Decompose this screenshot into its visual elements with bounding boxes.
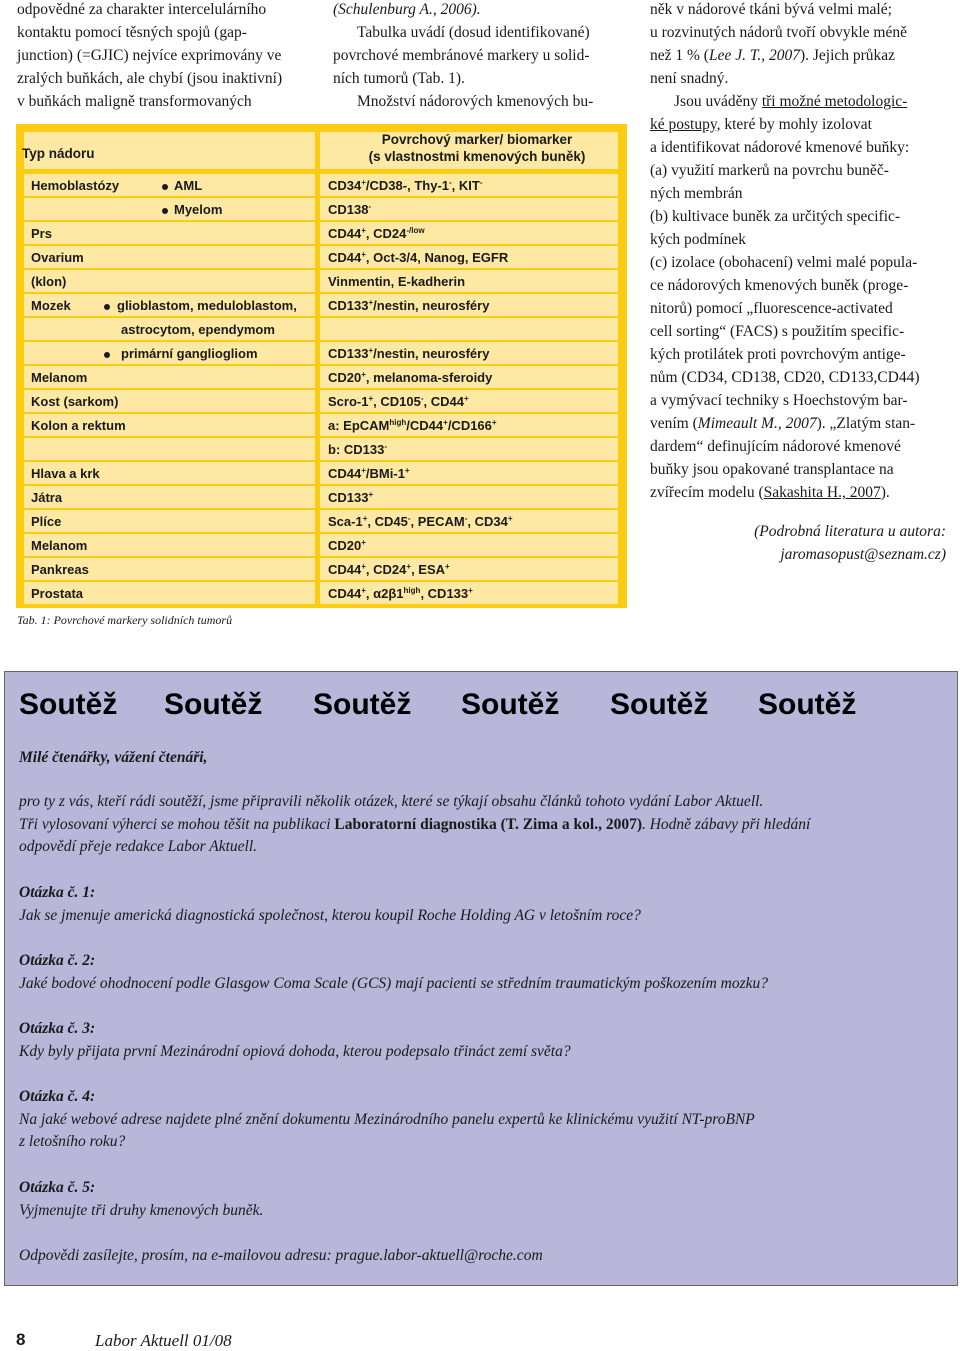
tumor-cell: Melanom — [31, 538, 88, 553]
table-row — [24, 318, 618, 342]
quiz-box — [4, 671, 958, 1286]
text-line: ných membrán — [650, 185, 743, 202]
table-row — [24, 462, 618, 486]
quiz-footer: Odpovědi zasílejte, prosím, na e-mailovou adresu: prague.labor-aktuell@roche.com — [19, 1247, 543, 1264]
reference: Lee J. T., 2007 — [708, 47, 800, 64]
marker-cell: Scro-1+, CD105-, CD44+ — [328, 394, 469, 409]
text-line: kých podmínek — [650, 231, 746, 248]
question-text: Kdy byly přijata první Mezinárodní opiová dohoda, kterou podepsalo třináct zemí světa? — [19, 1042, 571, 1060]
subtype-cell: astrocytom, ependymom — [121, 322, 275, 337]
question-5 — [19, 1177, 939, 1222]
text-line: a vymývací techniky s Hoechstovým bar- — [650, 392, 908, 409]
question-text: Jaké bodové ohodnocení podle Glasgow Coma Scale (GCS) mají pacienti se středním traumatickým poškozením mozku? — [19, 974, 769, 992]
column-1-text — [17, 0, 317, 113]
intro-line: Tři vylosovaní výherci se mohou těšit na publikaci Laboratorní diagnostika (T. Zima a kol., 2007). Hodně zábavy při hledání — [19, 815, 811, 833]
intro-line: pro ty z vás, kteří rádi soutěží, jsme připravili několik otázek, které se týkají obsahu článků tohoto vydání Labor Aktuell. — [19, 793, 764, 810]
tumor-cell: Melanom — [31, 370, 88, 385]
tumor-cell: Hlava a krk — [31, 466, 100, 481]
text-line: není snadný. — [650, 70, 729, 87]
text-line: ce nádorových kmenových buněk (proge- — [650, 277, 909, 294]
marker-table — [16, 124, 627, 608]
question-1 — [19, 882, 939, 927]
marker-cell: CD34+/CD38-, Thy-1-, KIT- — [328, 178, 483, 193]
tumor-cell: Prs — [31, 226, 52, 241]
marker-cell: CD44+, $\alpha 2\beta 1^{high}$, CD133+ — [328, 586, 473, 601]
marker-cell: CD44+, CD24+, ESA+ — [328, 562, 450, 577]
contact-line: (Podrobná literatura u autora: — [754, 523, 946, 540]
text-line: junction) (=GJIC) nejvíce exprimovány ve — [17, 47, 282, 64]
marker-cell: CD44+, $CD24^{-/low}$ — [328, 226, 425, 241]
tumor-cell: Pankreas — [31, 562, 89, 577]
page-number: 8 — [16, 1330, 26, 1349]
question-label: Otázka č. 5: — [19, 1179, 96, 1196]
question-text: z letošního roku? — [19, 1133, 126, 1150]
quiz-title-word: Soutěž — [610, 688, 709, 721]
tumor-cell: Prostata — [31, 586, 84, 601]
question-label: Otázka č. 3: — [19, 1020, 96, 1037]
text-line: a identifikovat nádorové kmenové buňky: — [650, 139, 910, 156]
text-line: ké postupy, které by mohly izolovat — [650, 116, 872, 133]
question-label: Otázka č. 2: — [19, 952, 96, 969]
table-row — [24, 558, 618, 582]
question-text: Na jaké webové adrese najdete plné znění dokumentu Mezinárodního panelu expertů ke klinickému využití NT-proBNP — [19, 1110, 755, 1128]
text-line: (c) izolace (obohacení) velmi malé popula- — [650, 254, 918, 271]
quiz-title-word: Soutěž — [19, 688, 118, 721]
question-2 — [19, 950, 939, 995]
intro-line: odpovědí přeje redakce Labor Aktuell. — [19, 838, 258, 855]
marker-cell: Vinmentin, E-kadherin — [328, 274, 466, 289]
marker-cell: a: EpCAM$^{high}$/CD44+/CD166+ — [328, 418, 497, 433]
table-row — [24, 414, 618, 438]
marker-cell: CD133+/nestin, neurosféry — [328, 298, 490, 313]
question-4 — [19, 1086, 939, 1154]
tumor-cell: Játra — [31, 490, 63, 505]
subtype-cell: AML — [174, 178, 203, 193]
text-line: buňky jsou opakované transplantace na — [650, 461, 894, 478]
column-header-marker-sub: (s vlastnostmi kmenových buněk) — [368, 149, 586, 164]
table-row — [24, 366, 618, 390]
table-row — [24, 222, 618, 246]
text-line: Jsou uváděny tři možné metodologic- — [674, 93, 908, 110]
text-line: Množství nádorových kmenových bu- — [357, 93, 594, 110]
tumor-cell: Plíce — [31, 514, 62, 529]
table-row — [24, 486, 618, 510]
text-line: (b) kultivace buněk za určitých specific- — [650, 208, 901, 225]
question-label: Otázka č. 1: — [19, 884, 96, 901]
question-3 — [19, 1018, 939, 1063]
marker-cell: CD133+/nestin, neurosféry — [328, 346, 490, 361]
reference: Mimeault M., 2007 — [697, 415, 817, 432]
text-line: kontaktu pomocí těsných spojů (gap- — [17, 24, 247, 41]
table-row — [24, 342, 618, 366]
subtype-cell: glioblastom, meduloblastom, — [117, 298, 297, 313]
column-header-tumor: Typ nádoru — [22, 146, 95, 161]
marker-cell: CD20+, melanoma-sferoidy — [328, 370, 493, 385]
subtype-cell: primární gangliogliom — [121, 346, 258, 361]
marker-cell: CD44+, Oct-3/4, Nanog, EGFR — [328, 250, 509, 265]
table-row — [24, 438, 618, 462]
text-line: v buňkách maligně transformovaných — [17, 93, 252, 110]
text-line: zralých buňkách, ale chybí (jsou inaktivní) — [17, 70, 283, 87]
bullet-icon — [162, 208, 168, 214]
marker-cell: b: CD133- — [328, 442, 388, 457]
table-row — [24, 246, 618, 270]
table-row — [24, 270, 618, 294]
quiz-title-word: Soutěž — [461, 688, 560, 721]
table-row — [24, 534, 618, 558]
subtype-cell: Myelom — [174, 202, 223, 217]
marker-cell: CD133+ — [328, 490, 374, 505]
quiz-title-word: Soutěž — [313, 688, 412, 721]
quiz-title-word: Soutěž — [758, 688, 857, 721]
text-line: dardem“ definujícím nádorové kmenové — [650, 438, 901, 455]
bullet-icon — [104, 352, 110, 358]
question-text: Jak se jmenuje americká diagnostická společnost, kterou koupil Roche Holding AG v letošním roce? — [19, 906, 641, 924]
marker-cell: CD44+/BMi-1+ — [328, 466, 410, 481]
quiz-greeting: Milé čtenářky, vážení čtenáři, — [19, 749, 208, 766]
column-3-text — [650, 0, 946, 504]
text-line: povrchové membránové markery u solid- — [333, 47, 590, 64]
column-header-marker: Povrchový marker/ biomarker — [381, 132, 573, 147]
text-line: nům (CD34, CD138, CD20, CD133,CD44) — [650, 369, 920, 386]
table-row — [24, 582, 618, 606]
text-line: nitorů) pomocí „fluorescence-activated — [650, 300, 893, 317]
text-line: odpovědné za charakter intercelulárního — [17, 1, 267, 18]
text-line: cell sorting“ (FACS) s použitím specific- — [650, 323, 905, 340]
question-text: Vyjmenujte tři druhy kmenových buněk. — [19, 1201, 264, 1219]
book-title: Laboratorní diagnostika (T. Zima a kol., 2007) — [334, 815, 642, 833]
table-row — [24, 510, 618, 534]
tumor-cell: Hemoblastózy — [31, 178, 120, 193]
tumor-cell: Kolon a rektum — [31, 418, 126, 433]
author-contact — [650, 520, 946, 566]
table-row — [24, 174, 618, 198]
text-line: vením (Mimeault M., 2007). „Zlatým stan- — [650, 415, 916, 432]
table-row — [24, 198, 618, 222]
table-row — [24, 294, 618, 318]
reference: (Schulenburg A., 2006). — [333, 1, 481, 18]
journal-name: Labor Aktuell 01/08 — [95, 1331, 232, 1350]
table-caption: Tab. 1: Povrchové markery solidních tumorů — [17, 613, 233, 627]
marker-cell: CD20+ — [328, 538, 366, 553]
tumor-cell: (klon) — [31, 274, 67, 289]
tumor-cell: Mozek — [31, 298, 71, 313]
text-line: zvířecím modelu (Sakashita H., 2007). — [650, 484, 890, 501]
tumor-cell: Kost (sarkom) — [31, 394, 119, 409]
marker-cell: Sca-1+, CD45-, PECAM-, CD34+ — [328, 514, 513, 529]
marker-cell: CD138- — [328, 202, 372, 217]
underlined-phrase: tři možné metodologic- — [761, 93, 908, 110]
text-line: něk v nádorové tkáni bývá velmi malé; — [650, 1, 892, 18]
text-line: Tabulka uvádí (dosud identifikované) — [357, 24, 590, 41]
text-line: u rozvinutých nádorů tvoří obvykle méně — [650, 24, 907, 41]
text-line: než 1 % (Lee J. T., 2007). Jejich průkaz — [650, 47, 896, 64]
contact-email: jaromasopust@seznam.cz) — [780, 546, 946, 563]
quiz-title-word: Soutěž — [164, 688, 263, 721]
text-line: (a) využití markerů na povrchu buněč- — [650, 162, 889, 179]
table-row — [24, 390, 618, 414]
question-label: Otázka č. 4: — [19, 1088, 96, 1105]
text-line: ních tumorů (Tab. 1). — [333, 70, 465, 87]
bullet-icon — [104, 304, 110, 310]
quiz-intro — [19, 791, 939, 859]
bullet-icon — [162, 184, 168, 190]
reference: Sakashita H., 2007 — [763, 484, 881, 501]
column-2-text — [333, 0, 628, 113]
text-line: kých protilátek proti povrchovým antige- — [650, 346, 906, 363]
underlined-phrase: ké postupy, — [650, 116, 721, 133]
tumor-cell: Ovarium — [31, 250, 84, 265]
